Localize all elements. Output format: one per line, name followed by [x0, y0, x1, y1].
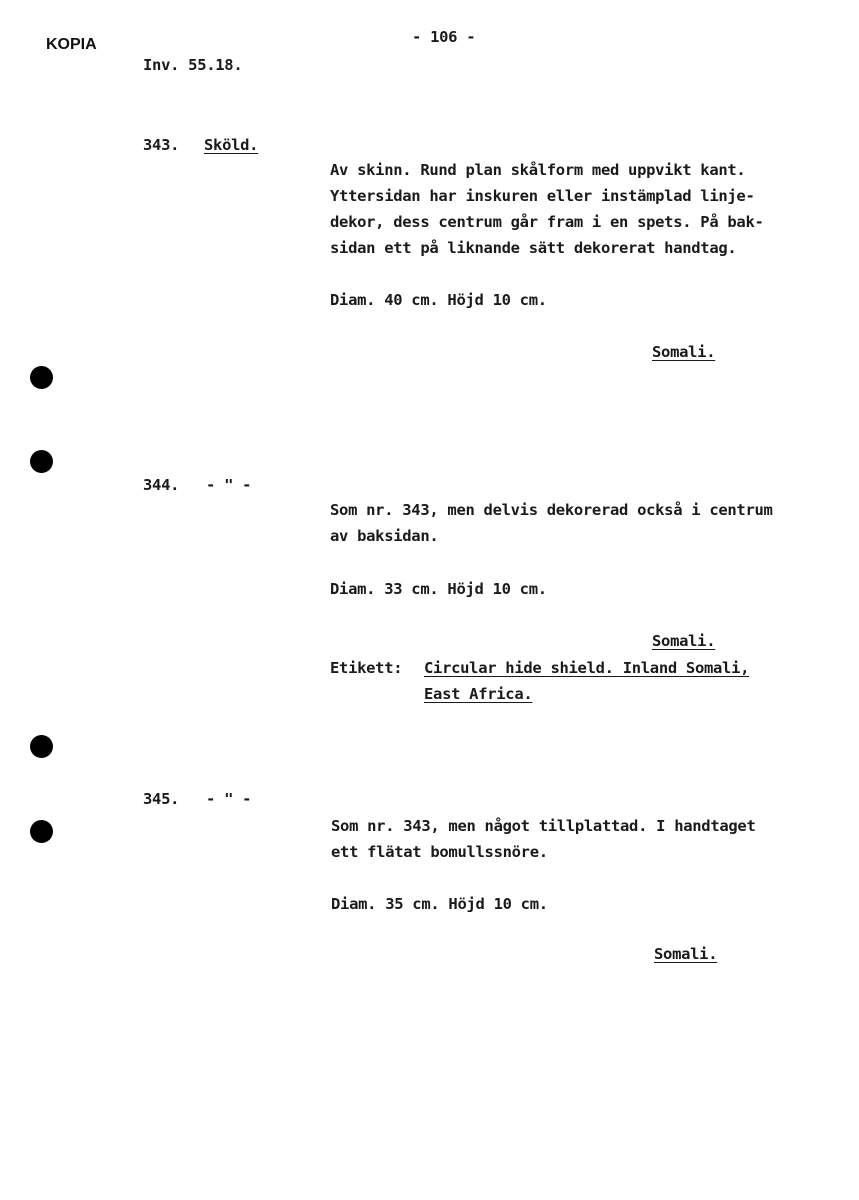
- entry-dimensions: Diam. 33 cm. Höjd 10 cm.: [330, 580, 547, 598]
- entry-description-line: sidan ett på liknande sätt dekorerat handtag.: [330, 239, 737, 257]
- punch-hole: [30, 735, 53, 758]
- copy-stamp: KOPIA: [46, 36, 97, 53]
- punch-hole: [30, 366, 53, 389]
- label-text: East Africa.: [424, 685, 533, 703]
- entry-description-line: Av skinn. Rund plan skålform med uppvikt kant.: [330, 161, 746, 179]
- punch-hole: [30, 450, 53, 473]
- label-prefix: Etikett:: [330, 659, 403, 677]
- label-text: Circular hide shield. Inland Somali,: [424, 659, 750, 677]
- entry-description-line: dekor, dess centrum går fram i en spets. På bak-: [330, 213, 764, 231]
- entry-description-line: ett flätat bomullssnöre.: [331, 843, 548, 861]
- entry-origin: Somali.: [652, 343, 716, 361]
- entry-title: Sköld.: [204, 136, 259, 154]
- entry-origin: Somali.: [654, 945, 718, 963]
- entry-number: 344.: [143, 476, 180, 494]
- entry-dimensions: Diam. 40 cm. Höjd 10 cm.: [330, 291, 547, 309]
- entry-number: 343.: [143, 136, 180, 154]
- entry-description-line: Som nr. 343, men delvis dekorerad också i centrum: [330, 501, 773, 519]
- entry-description-line: av baksidan.: [330, 527, 439, 545]
- entry-dimensions: Diam. 35 cm. Höjd 10 cm.: [331, 895, 548, 913]
- punch-hole: [30, 820, 53, 843]
- entry-number: 345.: [143, 790, 180, 808]
- entry-description-line: Yttersidan har inskuren eller instämplad linje-: [330, 187, 755, 205]
- ditto-mark: - " -: [206, 476, 252, 494]
- inventory-number: Inv. 55.18.: [143, 56, 243, 74]
- page-number: - 106 -: [412, 28, 476, 46]
- entry-description-line: Som nr. 343, men något tillplattad. I handtaget: [331, 817, 756, 835]
- entry-origin: Somali.: [652, 632, 716, 650]
- ditto-mark: - " -: [206, 790, 252, 808]
